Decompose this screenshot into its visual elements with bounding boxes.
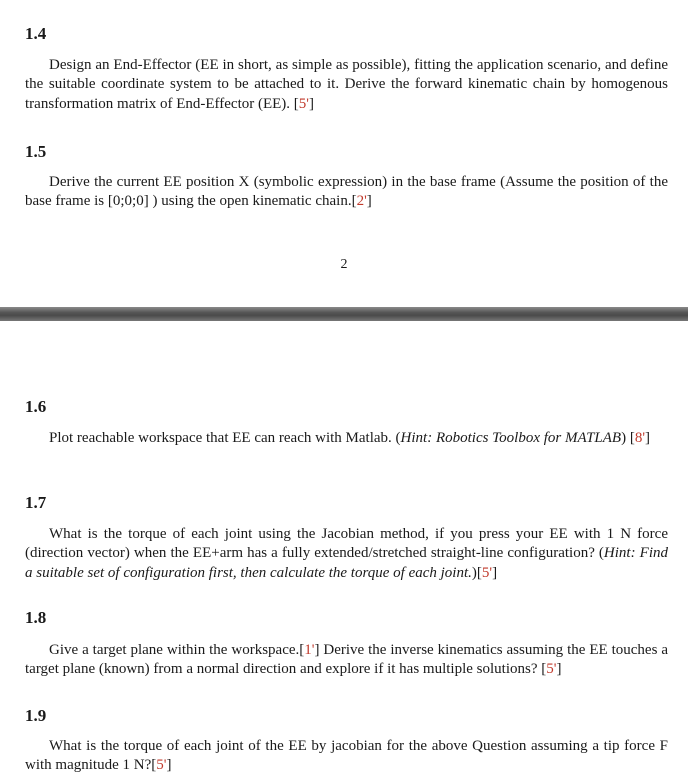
hint-text: Hint: Find a suitable set of configuration first, then calculate the torque of each joint. xyxy=(25,545,668,581)
question-text: Plot reachable workspace that EE can reach with Matlab. ( xyxy=(49,430,401,446)
points-label: 5' xyxy=(481,564,493,581)
question-text-end: ] xyxy=(556,661,562,678)
question-1-4-heading: 1.4 xyxy=(25,24,47,43)
question-text-mid: ) [ xyxy=(621,430,635,446)
question-1-6-heading: 1.6 xyxy=(25,397,47,416)
question-1-8-text xyxy=(25,641,668,680)
question-text-end: ] xyxy=(645,430,651,446)
points-label: 5' xyxy=(298,95,309,112)
question-1-5-heading: 1.5 xyxy=(25,142,47,161)
question-text-mid: )[ xyxy=(471,564,482,581)
question-text-end: ] xyxy=(492,564,498,581)
question-text-end: ] xyxy=(366,193,372,210)
question-1-9-text xyxy=(25,737,668,776)
question-text-end: ] xyxy=(309,95,314,112)
points-label: 5' xyxy=(156,757,167,774)
points-label: 8' xyxy=(634,430,646,446)
question-text: What is the torque of each joint of the EE by jacobian for the above Question assuming a tip force F with magnitude 1 N?[ xyxy=(25,738,668,774)
question-1-9-heading: 1.9 xyxy=(25,706,47,725)
question-1-7-heading: 1.7 xyxy=(25,493,47,512)
page-divider xyxy=(0,307,688,321)
question-text-mid: ] Derive the inverse kinematics assuming the EE touches a target plane (known) from a normal direction and explore if it has multiple solutions? [ xyxy=(25,642,668,678)
question-text: Give a target plane within the workspace.[ xyxy=(49,642,305,658)
points-label: 1' xyxy=(304,642,315,658)
points-label: 2' xyxy=(356,193,367,210)
points-label-2: 5' xyxy=(546,661,557,678)
question-text: What is the torque of each joint using the Jacobian method, if you press your EE with 1 N force (direction vector) when the EE+arm has a fully extended/stretched straight-line configuration? ( xyxy=(25,526,668,562)
page-bottom xyxy=(0,321,688,783)
page-number: 2 xyxy=(340,257,348,272)
question-text-end: ] xyxy=(166,757,172,774)
question-1-4-text xyxy=(25,56,668,114)
hint-text: Hint: Robotics Toolbox for MATLAB xyxy=(400,430,622,446)
question-1-5-text xyxy=(25,173,668,212)
question-text: Design an End-Effector (EE in short, as simple as possible), fitting the application scenario, and define the suitable coordinate system to be attached to it. Derive the forward kinematic chain by homogenous transformation matrix of End-Effector (EE). [ xyxy=(25,57,668,112)
question-1-8-heading: 1.8 xyxy=(25,608,47,627)
question-1-6-text xyxy=(25,429,668,448)
question-1-7-text xyxy=(25,525,668,583)
question-text: Derive the current EE position X (symbolic expression) in the base frame (Assume the position of the base frame is [0;0;0] ) using the open kinematic chain.[ xyxy=(25,174,668,210)
page-top xyxy=(0,0,688,307)
